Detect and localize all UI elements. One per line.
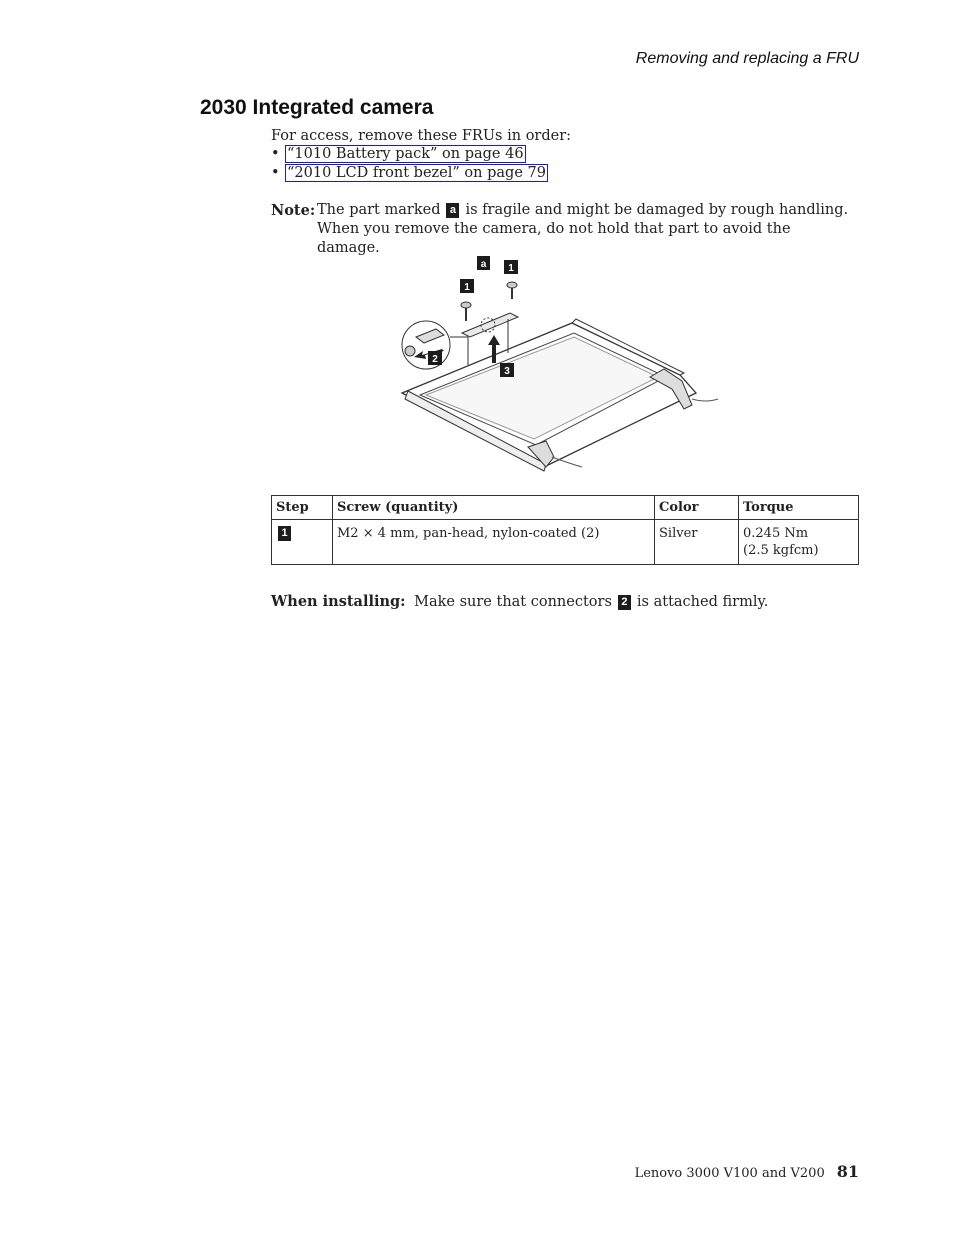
page-number: 81: [836, 1162, 859, 1181]
figure-callout-1-right: 1: [508, 263, 514, 274]
installing-note: [271, 592, 768, 612]
access-intro: For access, remove these FRUs in order:: [271, 128, 572, 144]
figure-callout-a: a: [480, 259, 487, 270]
step-badge: 1: [278, 526, 291, 541]
header-torque: Torque: [739, 496, 859, 520]
screw-icon: [507, 282, 517, 299]
camera-removal-figure: [396, 253, 728, 475]
installing-text-after: is attached firmly.: [636, 594, 769, 610]
header-color: Color: [655, 496, 739, 520]
note-text-after: is fragile and might be damaged by rough handling. When you remove the camera, do not hold that part to avoid the damage.: [317, 202, 849, 256]
running-header: Removing and replacing a FRU: [635, 50, 859, 67]
installing-text-before: Make sure that connectors: [414, 594, 612, 610]
installing-label: When installing:: [271, 593, 406, 610]
page-footer: [635, 1162, 859, 1181]
note-body: [317, 201, 857, 258]
table-header-row: [272, 496, 859, 520]
cell-color: Silver: [655, 520, 739, 565]
header-screw: Screw (quantity): [333, 496, 655, 520]
cell-torque: [739, 520, 859, 565]
footer-product: Lenovo 3000 V100 and V200: [634, 1166, 825, 1181]
figure-callout-2: 2: [432, 354, 438, 365]
cell-screw: M2 × 4 mm, pan-head, nylon-coated (2): [333, 520, 655, 565]
figure-callout-3: 3: [504, 366, 510, 377]
figure-callout-1-left: 1: [464, 282, 470, 293]
torque-kgfcm: (2.5 kgfcm): [743, 543, 819, 558]
section-title: 2030 Integrated camera: [200, 96, 434, 119]
cell-step: [272, 520, 333, 565]
lcd-front-bezel-link[interactable]: “2010 LCD front bezel” on page 79: [287, 165, 546, 181]
battery-pack-link[interactable]: “1010 Battery pack” on page 46: [287, 146, 524, 162]
bullet: •: [271, 146, 280, 162]
screw-table: [271, 495, 859, 565]
screw-icon: [461, 302, 471, 321]
callout-2-badge: 2: [618, 595, 631, 610]
list-item: [271, 145, 548, 164]
note-text-before: The part marked: [317, 202, 441, 218]
list-item: [271, 164, 548, 183]
note-label: Note:: [271, 202, 316, 219]
bullet: •: [271, 165, 280, 181]
fru-list: [271, 145, 548, 183]
callout-a-badge: a: [446, 203, 459, 218]
torque-nm: 0.245 Nm: [743, 526, 809, 541]
table-row: [272, 520, 859, 565]
header-step: Step: [272, 496, 333, 520]
